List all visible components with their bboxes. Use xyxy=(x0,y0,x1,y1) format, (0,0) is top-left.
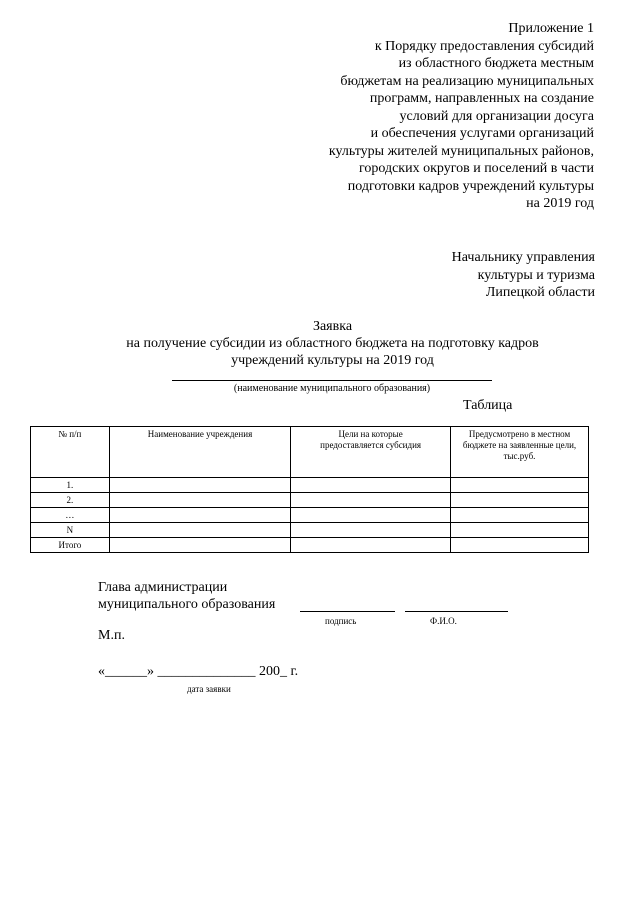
appendix-line: Приложение 1 xyxy=(508,21,594,36)
appendix-line: условий для организации досуга xyxy=(399,108,594,124)
appendix-line: и обеспечения услугами организаций xyxy=(370,126,594,141)
municipality-blank-line xyxy=(172,380,492,381)
appendix-line: из областного бюджета местным xyxy=(398,56,594,71)
row-purpose-cell xyxy=(291,508,451,523)
title-heading: Заявка xyxy=(312,319,353,334)
row-number: N xyxy=(31,523,110,538)
name-blank-line xyxy=(405,611,508,612)
title-line-2: учреждений культуры на 2019 год xyxy=(231,353,434,368)
document-title xyxy=(60,318,605,369)
date-caption: дата заявки xyxy=(187,684,231,694)
appendix-line: к Порядку предоставления субсидий xyxy=(374,38,594,54)
row-number: … xyxy=(31,508,110,523)
row-institution-cell xyxy=(109,523,290,538)
row-budget-cell xyxy=(451,493,589,508)
header-purpose-text: Цели на которые предоставляется субсидия xyxy=(320,429,422,450)
table-row xyxy=(31,508,589,523)
application-table xyxy=(30,426,589,553)
table-row xyxy=(31,478,589,493)
signature-caption: подпись xyxy=(325,616,357,626)
header-number-text: № п/п xyxy=(58,429,82,439)
appendix-line: на 2019 год xyxy=(526,196,594,211)
row-budget-cell xyxy=(451,538,589,553)
date-line: «______» ______________ 200_ г. xyxy=(98,664,299,679)
municipality-caption: (наименование муниципального образования) xyxy=(233,383,431,394)
addressee-line: Липецкой области xyxy=(485,285,595,300)
row-purpose-cell xyxy=(291,493,451,508)
row-number: 2. xyxy=(31,493,110,508)
appendix-line: программ, направленных на создание xyxy=(369,91,594,106)
row-number: 1. xyxy=(31,478,110,493)
addressee-block xyxy=(335,249,595,302)
header-budget xyxy=(451,427,589,478)
header-budget-text: Предусмотрено в местном бюджете на заявленные цели, тыс.руб. xyxy=(462,429,577,461)
title-line-1: на получение субсидии из областного бюджета на подготовку кадров xyxy=(126,336,539,351)
table-header-row xyxy=(31,427,589,478)
signature-blank-line xyxy=(300,611,395,612)
appendix-line: подготовки кадров учреждений культуры xyxy=(347,178,594,194)
addressee-line: культуры и туризма xyxy=(477,267,595,283)
row-total-label: Итого xyxy=(31,538,110,553)
appendix-line: бюджетам на реализацию муниципальных xyxy=(340,73,594,89)
appendix-line: городских округов и поселений в части xyxy=(358,161,594,176)
row-institution-cell xyxy=(109,493,290,508)
addressee-line: Начальнику управления xyxy=(451,250,595,265)
row-purpose-cell xyxy=(291,478,451,493)
row-institution-cell xyxy=(109,538,290,553)
table-row xyxy=(31,493,589,508)
appendix-line: культуры жителей муниципальных районов, xyxy=(328,143,594,159)
row-institution-cell xyxy=(109,478,290,493)
table-label: Таблица xyxy=(463,398,513,413)
row-budget-cell xyxy=(451,478,589,493)
row-purpose-cell xyxy=(291,538,451,553)
table-total-row xyxy=(31,538,589,553)
row-budget-cell xyxy=(451,508,589,523)
header-number xyxy=(31,427,110,478)
table-row xyxy=(31,523,589,538)
row-purpose-cell xyxy=(291,523,451,538)
signatory-title-line-2: муниципального образования xyxy=(98,597,276,612)
signatory-title-line-1: Глава администрации xyxy=(98,580,228,595)
name-caption: Ф.И.О. xyxy=(430,616,457,626)
row-budget-cell xyxy=(451,523,589,538)
header-institution: Наименование учреждения xyxy=(109,427,290,478)
appendix-block xyxy=(234,20,594,213)
header-purpose xyxy=(291,427,451,478)
stamp-label: М.п. xyxy=(98,628,125,643)
row-institution-cell xyxy=(109,508,290,523)
